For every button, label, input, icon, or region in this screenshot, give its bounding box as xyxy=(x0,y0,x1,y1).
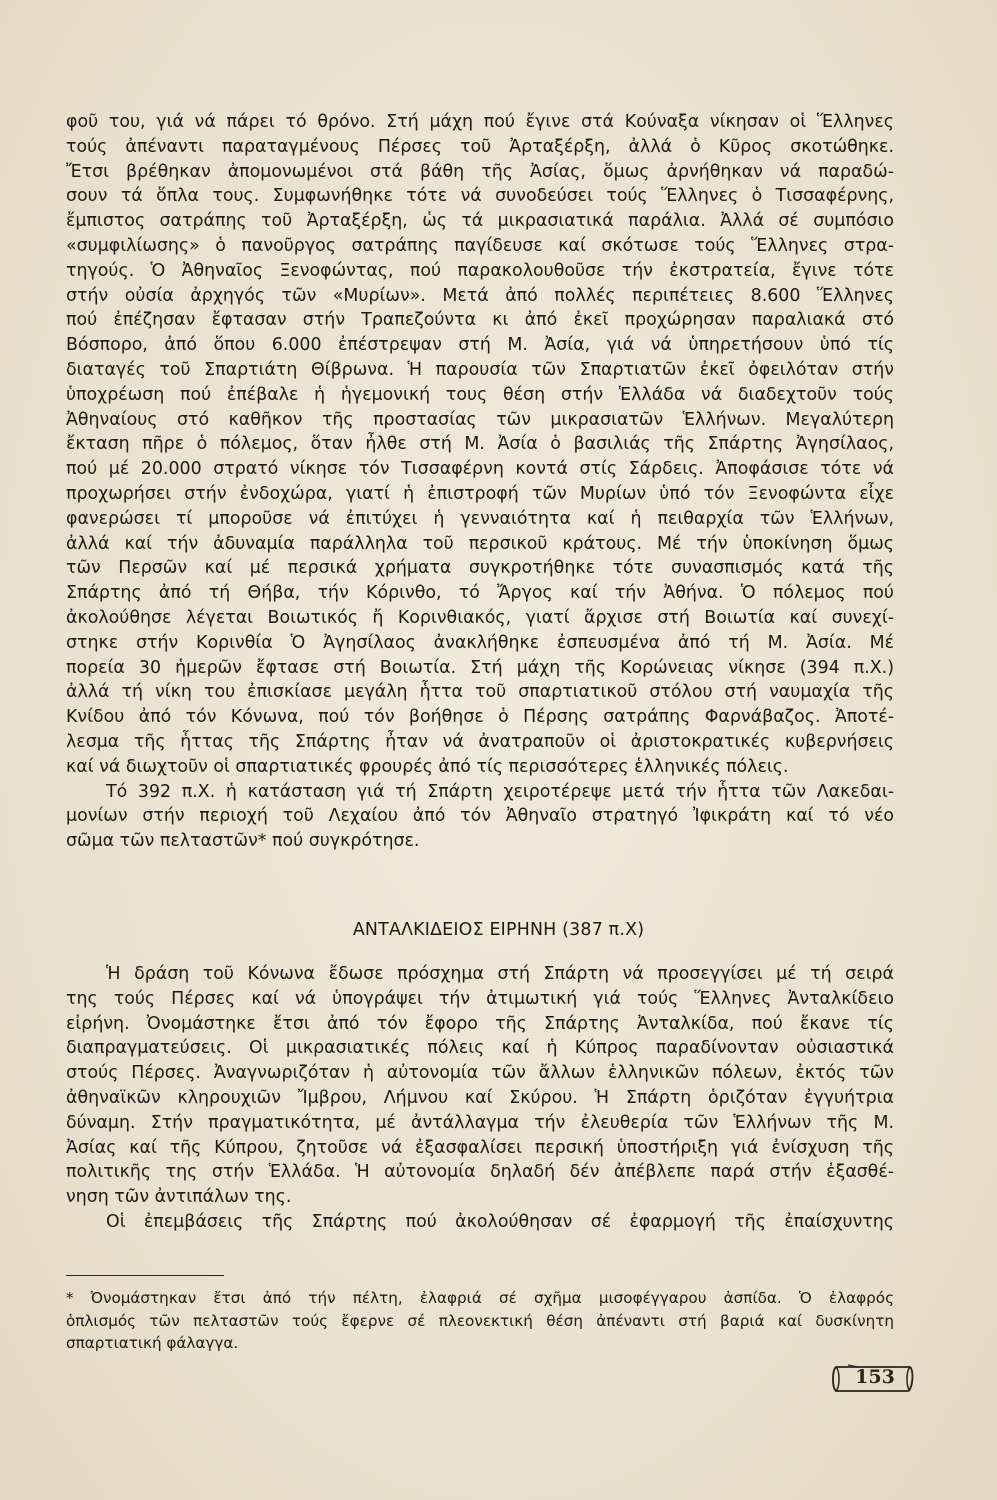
text-line: πορεία 30 ἡμερῶν ἔφτασε στή Βοιωτία. Στή μάχη τῆς Κορώνειας νίκησε (394 π.Χ.) xyxy=(66,657,894,678)
text-line: καί νά διωχτοῦν οἱ σπαρτιατικές φρουρές ἀπό τίς περισσότερες ἑλληνικές πόλεις. xyxy=(66,756,789,777)
footnote-line: ὁπλισμός τῶν πελταστῶν τούς ἔφερνε σέ πλεονεκτική θέση ἀπέναντι στή βαριά καί δυσκίνητη xyxy=(66,1311,894,1330)
text-line: ἔκταση πῆρε ὁ πόλεμος, ὅταν ἦλθε στή Μ. Ἀσία ὁ βασιλιάς τῆς Σπάρτης Ἀγησίλαος, xyxy=(66,434,894,455)
text-line: Κνίδου ἀπό τόν Κόνωνα, πού τόν βοήθησε ὁ Πέρσης σατράπης Φαρνάβαζος. Ἀποτέ- xyxy=(66,707,894,728)
text-line: πολιτικῆς της στήν Ἑλλάδα. Ἡ αὐτονομία δηλαδή δέν ἀπέβλεπε παρά στήν ἐξασθέ- xyxy=(66,1162,894,1183)
text-line: ὑποχρέωση πού ἐπέβαλε ἡ ἡγεμονική τους θέση στήν Ἑλλάδα νά διαδεχτοῦν τούς xyxy=(66,384,894,405)
text-line: ἀθηναϊκῶν κληρουχιῶν Ἴμβρου, Λήμνου καί Σκύρου. Ἡ Σπάρτη ὁριζόταν ἐγγυήτρια xyxy=(66,1087,894,1108)
footnote-divider xyxy=(66,1275,224,1276)
text-line: της τούς Πέρσες καί νά ὑπογράψει τήν ἀτιμωτική γιά τούς Ἕλληνες Ἀνταλκίδειο xyxy=(66,988,894,1009)
text-line: τηγούς. Ὁ Ἀθηναῖος Ξενοφώντας, πού παρακολουθοῦσε τήν ἐκστρατεία, ἔγινε τότε xyxy=(66,260,894,281)
section-heading: ΑΝΤΑΛΚΙΔΕΙΟΣ ΕΙΡΗΝΗ (387 π.Χ) xyxy=(352,920,645,940)
text-line: λεσμα τῆς ἧττας τῆς Σπάρτης ἦταν νά ἀνατραποῦν οἱ ἀριστοκρατικές κυβερνήσεις xyxy=(66,731,894,752)
text-line: ἔμπιστος σατράπης τοῦ Ἀρταξέρξη, ὡς τά μικρασιατικά παράλια. Ἀλλά σέ συμπόσιο xyxy=(66,211,894,232)
text-line: προχωρήσει στήν ἐνδοχώρα, γιατί ἡ ἐπιστροφή τῶν Μυρίων ὑπό τόν Ξενοφώντα εἶχε xyxy=(66,483,894,504)
footnote-line: σπαρτιατική φάλαγγα. xyxy=(66,1334,239,1352)
text-line: πού μέ 20.000 στρατό νίκησε τόν Τισσαφέρνη κοντά στίς Σάρδεις. Ἀποφάσισε τότε νά xyxy=(66,459,894,480)
text-line: στηκε στήν Κορινθία Ὁ Ἀγησίλαος ἀνακλήθηκε ἐσπευσμένα ἀπό τή Μ. Ἀσία. Μέ xyxy=(66,632,894,653)
text-line: «συμφιλίωσης» ὁ πανοῦργος σατράπης παγίδευσε καί σκότωσε τούς Ἕλληνες στρα- xyxy=(66,235,894,256)
text-line: Οἱ ἐπεμβάσεις τῆς Σπάρτης πού ἀκολούθησαν σέ ἐφαρμογή τῆς ἐπαίσχυντης xyxy=(106,1211,894,1232)
text-line: δύναμη. Στήν πραγματικότητα, μέ ἀντάλλαγμα τήν ἐλευθερία τῶν Ἑλλήνων τῆς Μ. xyxy=(66,1112,894,1133)
text-line: εἰρήνη. Ὀνομάστηκε ἔτσι ἀπό τόν ἔφορο τῆς Σπάρτης Ἀνταλκίδα, πού ἔκανε τίς xyxy=(66,1013,894,1034)
text-line: Ἡ δράση τοῦ Κόνωνα ἔδωσε πρόσχημα στή Σπάρτη νά προσεγγίσει μέ τή σειρά xyxy=(106,964,894,984)
text-line: μονίων στήν περιοχή τοῦ Λεχαίου ἀπό τόν Ἀθηναῖο στρατηγό Ἰφικράτη καί τό νέο xyxy=(66,806,894,827)
text-line: στήν οὐσία ἀρχηγός τῶν «Μυρίων». Μετά ἀπό πολλές περιπέτειες 8.600 Ἕλληνες xyxy=(66,285,894,306)
text-line: στούς Πέρσες. Ἀναγνωριζόταν ἡ αὐτονομία τῶν ἄλλων ἑλληνικῶν πόλεων, ἐκτός τῶν xyxy=(66,1063,894,1084)
text-line: πού ἐπέζησαν ἔφτασαν στήν Τραπεζούντα κι ἀπό ἐκεῖ προχώρησαν παραλιακά στό xyxy=(66,310,894,331)
footnote xyxy=(66,1287,894,1355)
page-number: 153 xyxy=(855,1366,895,1388)
text-line: ἀλλά τή νίκη του ἐπισκίασε μεγάλη ἧττα τοῦ σπαρτιατικοῦ στόλου στή ναυμαχία τῆς xyxy=(66,682,894,703)
text-line: ἀκολούθησε λέγεται Βοιωτικός ἤ Κορινθιακός, γιατί ἄρχισε στή Βοιωτία καί συνεχί- xyxy=(66,607,894,628)
text-line: Ἀσίας καί τῆς Κύπρου, ζητοῦσε νά ἐξασφαλίσει περσική ὑποστήριξη γιά ἐνίσχυση τῆς xyxy=(66,1137,894,1158)
text-line: σῶμα τῶν πελταστῶν* πού συγκρότησε. xyxy=(66,831,420,852)
text-line: Σπάρτης ἀπό τή Θήβα, τήν Κόρινθο, τό Ἄργος καί τήν Ἀθήνα. Ὁ πόλεμος πού xyxy=(66,583,894,604)
section-text-block xyxy=(66,962,894,1235)
text-line: Ἔτσι βρέθηκαν ἀπομονωμένοι στά βάθη τῆς Ἀσίας, ὅμως ἀρνήθηκαν νά παραδώ- xyxy=(66,161,894,182)
main-text-block xyxy=(66,110,894,854)
text-line: ἀλλά καί τήν ἀδυναμία παράλληλα τοῦ περσικοῦ κράτους. Μέ τήν ὑποκίνηση ὅμως xyxy=(66,533,894,554)
text-line: Ἀθηναίους στό καθῆκον τῆς προστασίας τῶν μικρασιατῶν Ἑλλήνων. Μεγαλύτερη xyxy=(66,409,894,430)
text-line: διαταγές τοῦ Σπαρτιάτη Θίβρωνα. Ἡ παρουσία τῶν Σπαρτιατῶν ἐκεῖ ὀφειλόταν στήν xyxy=(66,359,894,380)
text-line: τῶν Περσῶν καί μέ περσικά χρήματα συγκροτήθηκε τότε συνασπισμός κατά τῆς xyxy=(66,558,894,579)
text-line: φανερώσει τί μποροῦσε νά ἐπιτύχει ἡ γενναιότητα καί ἡ πειθαρχία τῶν Ἑλλήνων, xyxy=(66,508,894,529)
text-line: διαπραγματεύσεις. Οἱ μικρασιατικές πόλεις καί ἡ Κύπρος παραδίνονταν οὐσιαστικά xyxy=(66,1038,894,1059)
text-line: νηση τῶν ἀντιπάλων της. xyxy=(66,1187,292,1208)
text-line: Τό 392 π.Χ. ἡ κατάσταση γιά τή Σπάρτη χειροτέρεψε μετά τήν ἧττα τῶν Λακεδαι- xyxy=(106,781,894,802)
text-line: τούς ἀπέναντι παραταγμένους Πέρσες τοῦ Ἀρταξέρξη, ἀλλά ὁ Κῦρος σκοτώθηκε. xyxy=(66,136,894,157)
text-line: σουν τά ὅπλα τους. Συμφωνήθηκε τότε νά συνοδεύσει τούς Ἕλληνες ὁ Τισσαφέρνης, xyxy=(66,186,894,207)
footnote-line: * Ὀνομάστηκαν ἔτσι ἀπό τήν πέλτη, ἐλαφριά σέ σχῆμα μισοφέγγαρου ἀσπίδα. Ὁ ἐλαφρός xyxy=(66,1289,894,1307)
text-line: φοῦ του, γιά νά πάρει τό θρόνο. Στή μάχη πού ἔγινε στά Κούναξα νίκησαν οἱ Ἕλληνες xyxy=(66,112,894,132)
text-line: Βόσπορο, ἀπό ὅπου 6.000 ἐπέστρεψαν στή Μ. Ἀσία, γιά νά ὑπηρετήσουν ὑπό τίς xyxy=(66,335,894,356)
